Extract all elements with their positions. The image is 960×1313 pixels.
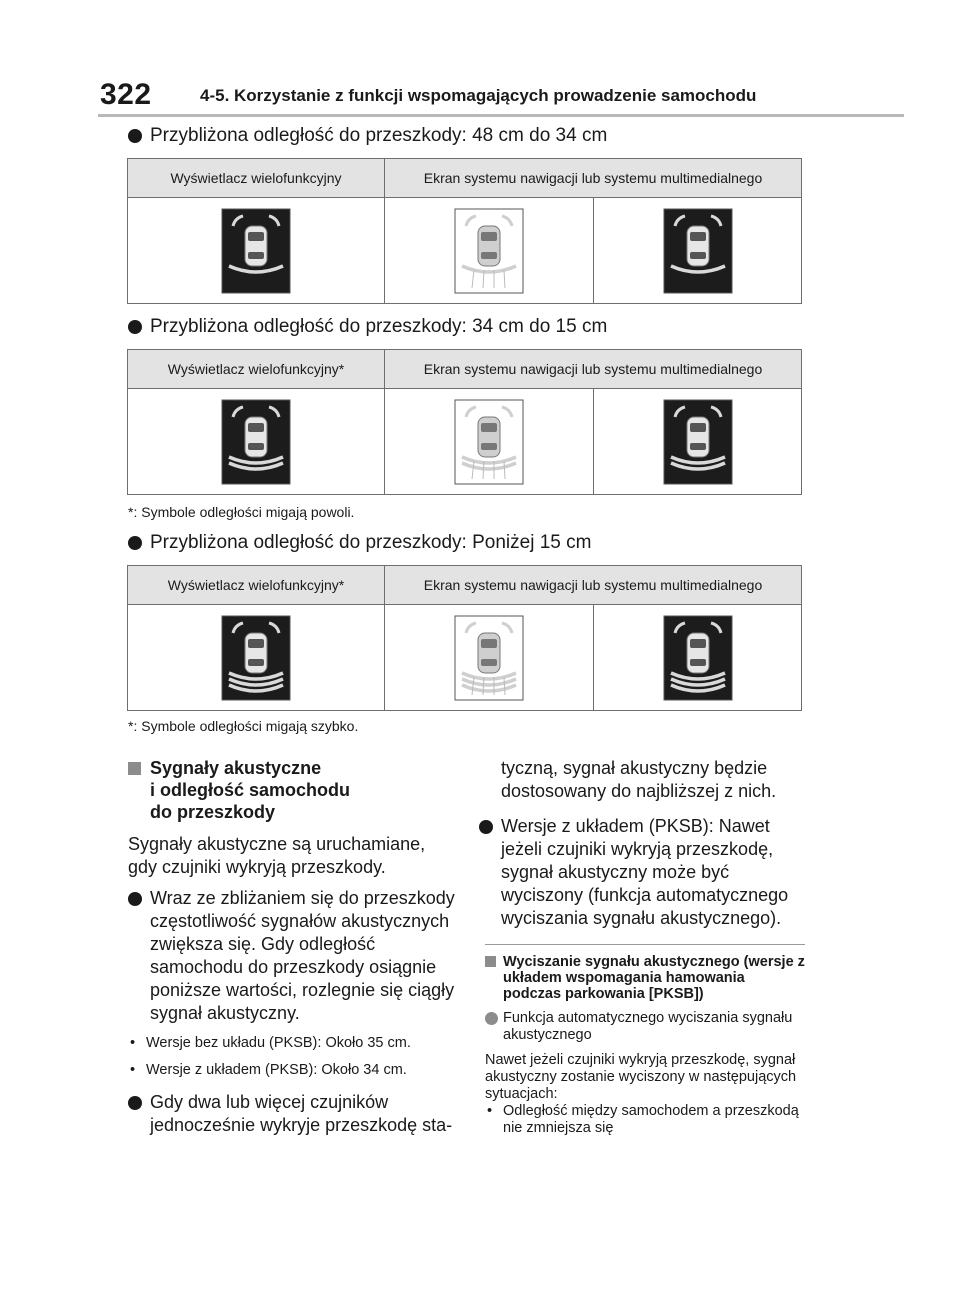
parking-sensor-nav-dark-illustration — [663, 615, 733, 701]
multi-display-cell — [128, 389, 385, 494]
col-header-multi-display: Wyświetlacz wielofunkcyjny — [128, 159, 385, 197]
car-icon — [245, 417, 267, 457]
intro-paragraph: Sygnały akustyczne są uruchamiane, gdy czujniki wykryją przeszkody. — [128, 834, 426, 877]
left-column — [128, 757, 458, 1137]
sub-bullet-item: • Wersje z układem (PKSB): Około 34 cm. — [130, 1062, 407, 1078]
nav-dark-cell — [594, 605, 801, 710]
parking-sensor-nav-light-illustration — [454, 208, 524, 294]
multi-display-cell — [128, 605, 385, 710]
right-column — [485, 757, 805, 1137]
section-heading: Przybliżona odległość do przeszkody: 34 cm do 15 cm — [128, 316, 607, 338]
nav-dark-cell — [594, 198, 801, 303]
bullet-icon — [128, 1096, 142, 1110]
nav-light-cell — [385, 198, 594, 303]
parking-sensor-multi-display-illustration — [221, 208, 291, 294]
sub-bullet-item: • Wersje bez układu (PKSB): Około 35 cm. — [130, 1035, 411, 1051]
car-icon — [478, 417, 500, 457]
multi-display-cell — [128, 198, 385, 303]
car-icon — [687, 226, 709, 266]
bullet-icon — [128, 536, 142, 550]
bullet-icon — [128, 320, 142, 334]
col-header-navigation-screen: Ekran systemu nawigacji lub systemu multimedialnego — [423, 361, 763, 377]
continued-paragraph: tyczną, sygnał akustyczny będzie dostosowany do najbliższej z nich. — [501, 758, 777, 801]
car-icon — [245, 633, 267, 673]
car-icon — [245, 226, 267, 266]
subsection-heading: Sygnały akustyczne i odległość samochodu do przeszkody — [128, 757, 458, 823]
parking-sensor-nav-light-illustration — [454, 399, 524, 485]
col-header-navigation-screen: Ekran systemu nawigacji lub systemu multimedialnego — [423, 577, 763, 593]
bullet-item: Wraz ze zbliżaniem się do przeszkody częstotliwość sygnałów akustycznych zwiększa się. Gdy odległość samochodu do przeszkody osiągnie poniższe wartości, rozlegnie się ciągły sygnał akustyczny. — [128, 887, 458, 1025]
info-box-divider — [485, 944, 805, 945]
display-table — [127, 158, 802, 304]
bullet-icon — [128, 129, 142, 143]
col-header-multi-display: Wyświetlacz wielofunkcyjny* — [128, 350, 385, 388]
footnote: *: Symbole odległości migają szybko. — [128, 718, 359, 734]
page-number: 322 — [100, 78, 152, 111]
parking-sensor-nav-light-illustration — [454, 615, 524, 701]
nav-dark-cell — [594, 389, 801, 494]
parking-sensor-multi-display-illustration — [221, 615, 291, 701]
display-table — [127, 565, 802, 711]
parking-sensor-multi-display-illustration — [221, 399, 291, 485]
parking-sensor-nav-dark-illustration — [663, 399, 733, 485]
bullet-icon — [479, 820, 493, 834]
display-table — [127, 349, 802, 495]
page-header — [0, 0, 960, 118]
square-bullet-icon — [485, 956, 496, 967]
section-heading: Przybliżona odległość do przeszkody: 48 cm do 34 cm — [128, 125, 607, 147]
info-box-paragraph: Nawet jeżeli czujniki wykryją przeszkodę, sygnał akustyczny zostanie wyciszony w następujących sytuacjach: — [485, 1052, 797, 1102]
bullet-item: Gdy dwa lub więcej czujników jednocześnie wykryje przeszkodę sta- — [128, 1091, 458, 1137]
car-icon — [687, 417, 709, 457]
col-header-navigation-screen: Ekran systemu nawigacji lub systemu multimedialnego — [423, 170, 763, 186]
section-heading: Przybliżona odległość do przeszkody: Poniżej 15 cm — [128, 532, 591, 554]
col-header-multi-display: Wyświetlacz wielofunkcyjny* — [128, 566, 385, 604]
bullet-item: Wersje z układem (PKSB): Nawet jeżeli czujniki wykryją przeszkodę, sygnał akustyczny może być wyciszony (funkcja automatycznego wyciszania sygnału akustycznego). — [485, 815, 805, 930]
car-icon — [478, 633, 500, 673]
footnote: *: Symbole odległości migają powoli. — [128, 504, 355, 520]
parking-sensor-nav-dark-illustration — [663, 208, 733, 294]
header-rule — [98, 114, 904, 117]
bullet-icon — [128, 892, 142, 906]
info-box-heading: Wyciszanie sygnału akustycznego (wersje z układem wspomagania hamowania podczas parkowania [PKSB]) — [485, 954, 805, 1002]
nav-light-cell — [385, 389, 594, 494]
car-icon — [478, 226, 500, 266]
bullet-icon — [485, 1012, 498, 1025]
nav-light-cell — [385, 605, 594, 710]
chapter-title: 4-5. Korzystanie z funkcji wspomagających prowadzenie samochodu — [200, 86, 757, 105]
square-bullet-icon — [128, 762, 141, 775]
car-icon — [687, 633, 709, 673]
info-box-subheading: Funkcja automatycznego wyciszania sygnału akustycznego — [485, 1010, 805, 1044]
info-box-list-item: • Odległość między samochodem a przeszkodą nie zmniejsza się — [487, 1103, 799, 1136]
